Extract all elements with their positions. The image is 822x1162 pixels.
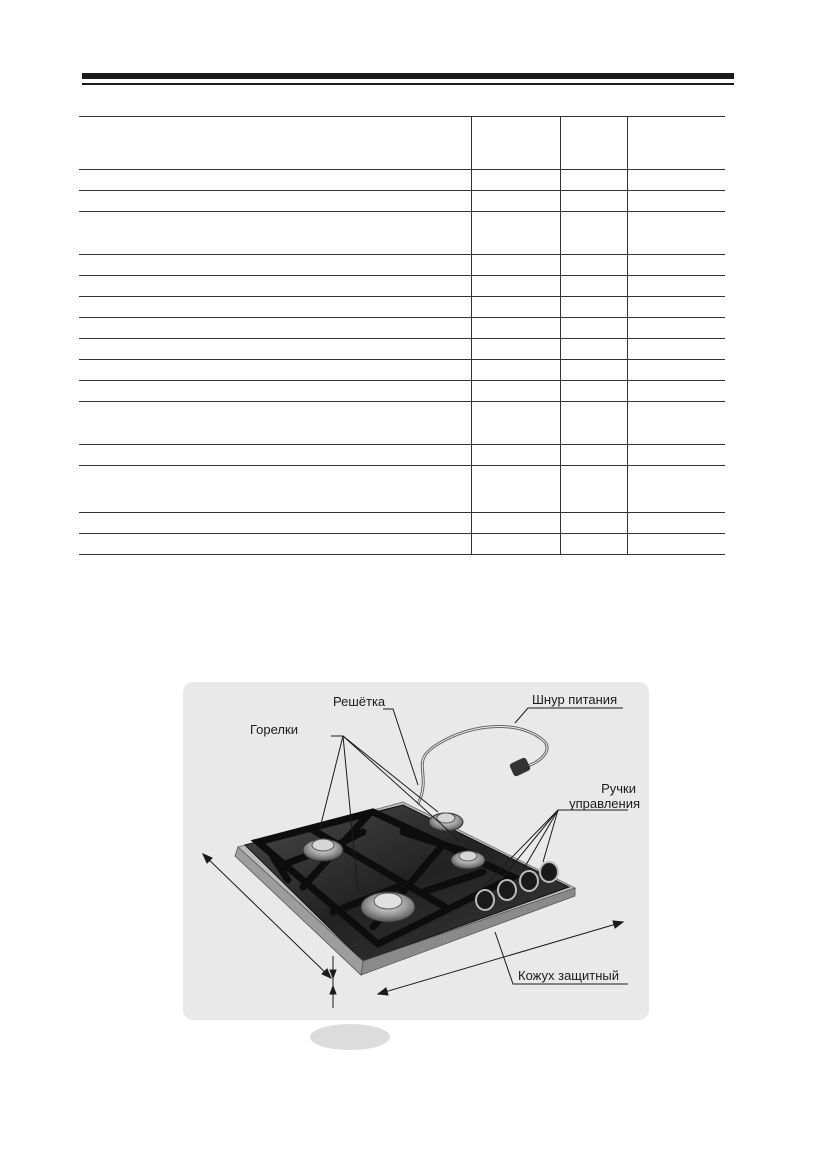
table-cell [79, 170, 471, 191]
table-cell [471, 534, 560, 555]
table-row [79, 191, 725, 212]
table-cell [560, 402, 627, 445]
table-cell [560, 381, 627, 402]
burner-cap [374, 893, 402, 909]
table-cell [560, 466, 627, 513]
table-row [79, 276, 725, 297]
table-cell [79, 191, 471, 212]
table-cell [79, 117, 471, 170]
table-cell [471, 513, 560, 534]
header-rule-thick [82, 73, 734, 79]
table-row [79, 170, 725, 191]
table-cell [627, 276, 725, 297]
table-cell [79, 255, 471, 276]
table-cell [560, 276, 627, 297]
table-cell [627, 117, 725, 170]
power-cord-illustration [418, 726, 547, 804]
table-cell [560, 534, 627, 555]
table-cell [560, 445, 627, 466]
table-cell [560, 117, 627, 170]
label-casing: Кожух защитный [518, 968, 619, 983]
table-cell [627, 212, 725, 255]
burner-cap [312, 839, 334, 851]
table-cell [627, 381, 725, 402]
table-cell [627, 191, 725, 212]
table-cell [627, 170, 725, 191]
table-cell [79, 318, 471, 339]
header-rule-thin [82, 83, 734, 85]
table-cell [627, 402, 725, 445]
table-cell [79, 513, 471, 534]
table-row [79, 466, 725, 513]
table-cell [471, 466, 560, 513]
table-cell [560, 297, 627, 318]
table-cell [560, 513, 627, 534]
label-burners: Горелки [250, 722, 298, 737]
table-row [79, 297, 725, 318]
table-cell [627, 318, 725, 339]
table-row [79, 339, 725, 360]
label-knobs-line2: управления [569, 796, 640, 811]
table-cell [560, 339, 627, 360]
cooktop-illustration [235, 802, 575, 975]
table-cell [627, 466, 725, 513]
table-row [79, 534, 725, 555]
table-cell [471, 339, 560, 360]
table-cell [471, 297, 560, 318]
table-cell [560, 212, 627, 255]
table-cell [560, 191, 627, 212]
table-cell [471, 117, 560, 170]
table-row [79, 402, 725, 445]
table-cell [471, 170, 560, 191]
label-knobs-line1: Ручки [601, 781, 636, 796]
table-cell [471, 445, 560, 466]
label-grate: Решётка [333, 694, 386, 709]
table-row [79, 318, 725, 339]
table-row [79, 255, 725, 276]
knob-3 [520, 871, 538, 891]
table-header-row [79, 117, 725, 170]
knob-1 [476, 890, 494, 910]
table-cell [79, 381, 471, 402]
knob-4 [540, 862, 558, 882]
table-cell [627, 534, 725, 555]
label-power-cord: Шнур питания [532, 692, 618, 707]
table-cell [79, 339, 471, 360]
table-cell [79, 402, 471, 445]
table-cell [79, 297, 471, 318]
table-cell [627, 445, 725, 466]
page-number-badge [310, 1024, 390, 1050]
table-cell [471, 402, 560, 445]
table-cell [471, 381, 560, 402]
table-cell [79, 360, 471, 381]
table-cell [627, 360, 725, 381]
knob-2 [498, 880, 516, 900]
table-cell [627, 339, 725, 360]
burner-cap [459, 851, 477, 861]
plug-icon [509, 757, 531, 777]
table-row [79, 212, 725, 255]
table-cell [79, 212, 471, 255]
table-cell [471, 360, 560, 381]
specifications-table [79, 116, 725, 555]
table-cell [627, 297, 725, 318]
table-row [79, 381, 725, 402]
burner-cap [437, 813, 455, 823]
table-cell [471, 255, 560, 276]
table-cell [79, 276, 471, 297]
table-cell [471, 212, 560, 255]
table-cell [79, 445, 471, 466]
table-cell [560, 255, 627, 276]
table-cell [560, 170, 627, 191]
table-row [79, 513, 725, 534]
table-cell [627, 255, 725, 276]
table-row [79, 360, 725, 381]
table-cell [79, 466, 471, 513]
table-cell [560, 360, 627, 381]
table-cell [79, 534, 471, 555]
table-cell [560, 318, 627, 339]
table-cell [471, 318, 560, 339]
cooktop-diagram [183, 682, 649, 1020]
table-row [79, 445, 725, 466]
table-cell [627, 513, 725, 534]
table-cell [471, 276, 560, 297]
table-cell [471, 191, 560, 212]
